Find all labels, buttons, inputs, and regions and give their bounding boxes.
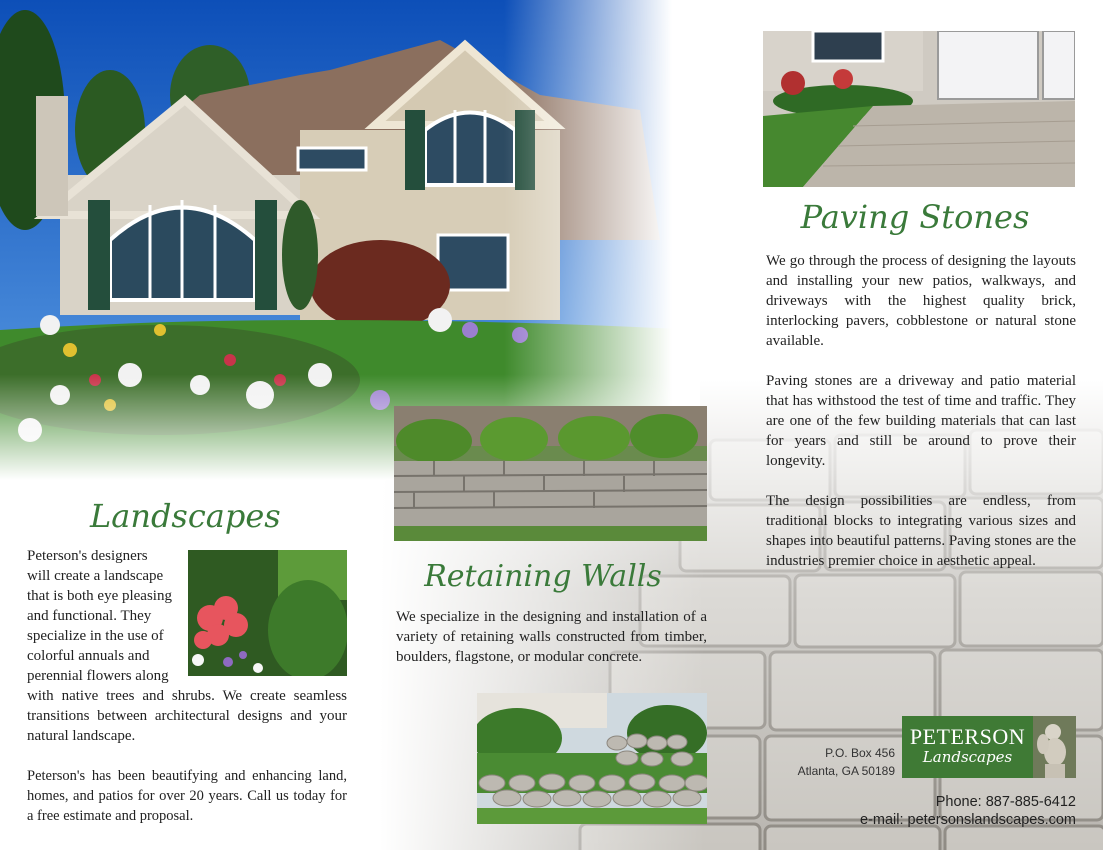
landscapes-line: colorful annuals and <box>27 648 150 664</box>
landscapes-text-narrow <box>27 546 174 686</box>
company-logo <box>902 716 1033 778</box>
retaining-text-block <box>396 607 707 667</box>
retaining-paragraph: We specialize in the designing and installation of a variety of retaining walls constructed from timber, boulders, flagstone, or modular concrete. <box>396 609 707 665</box>
landscapes-line: that is both eye pleasing <box>27 588 172 604</box>
driveway-photo <box>763 31 1075 187</box>
landscapes-line: will create a landscape <box>27 568 164 584</box>
logo-sub-text: Landscapes <box>922 748 1013 766</box>
flowers-photo <box>188 550 347 676</box>
retaining-wall-photo <box>394 406 707 541</box>
email-address[interactable]: e-mail: petersonslandscapes.com <box>860 812 1076 828</box>
paving-text-block <box>766 251 1076 571</box>
paving-paragraph-1: We go through the process of designing the layouts and installing your new patios, walkways, and driveways with the highest quality brick, interlocking pavers, cobblestone or natural stone available. <box>766 253 1076 349</box>
landscapes-paragraph-1-rest: with native trees and shrubs. We create seamless transitions between architectural designs and your natural landscape. <box>27 688 347 744</box>
boulder-wall-photo <box>477 693 707 824</box>
paving-stones-heading: Paving Stones <box>800 198 1030 236</box>
landscapes-paragraph-2: Peterson's has been beautifying and enhancing land, homes, and patios for over 20 years. Call us today for a free estimate and proposal. <box>27 768 347 824</box>
phone-number: Phone: 887-885-6412 <box>935 794 1076 810</box>
landscapes-line: and functional. They <box>27 608 152 624</box>
landscapes-line: Peterson's designers <box>27 548 148 564</box>
address-line-1: P.O. Box 456 <box>825 746 895 760</box>
landscapes-text-wide <box>27 686 347 826</box>
address-line-2: Atlanta, GA 50189 <box>797 764 895 778</box>
landscapes-line: specialize in the use of <box>27 628 164 644</box>
landscapes-heading: Landscapes <box>90 497 281 535</box>
landscapes-line: perennial flowers along <box>27 668 169 684</box>
cherub-statue-image <box>1033 716 1076 778</box>
retaining-walls-heading: Retaining Walls <box>424 559 662 594</box>
logo-main-text: PETERSON <box>909 724 1026 749</box>
paving-paragraph-2: Paving stones are a driveway and patio material that has withstood the test of time and traffic. They are one of the few building materials that can last for years and still be around to prove their longevity. <box>766 373 1076 469</box>
paving-paragraph-3: The design possibilities are endless, from traditional blocks to integrating various sizes and shapes into beautiful patterns. Paving stones are the industries premier choice in aesthetic appeal. <box>766 493 1076 569</box>
